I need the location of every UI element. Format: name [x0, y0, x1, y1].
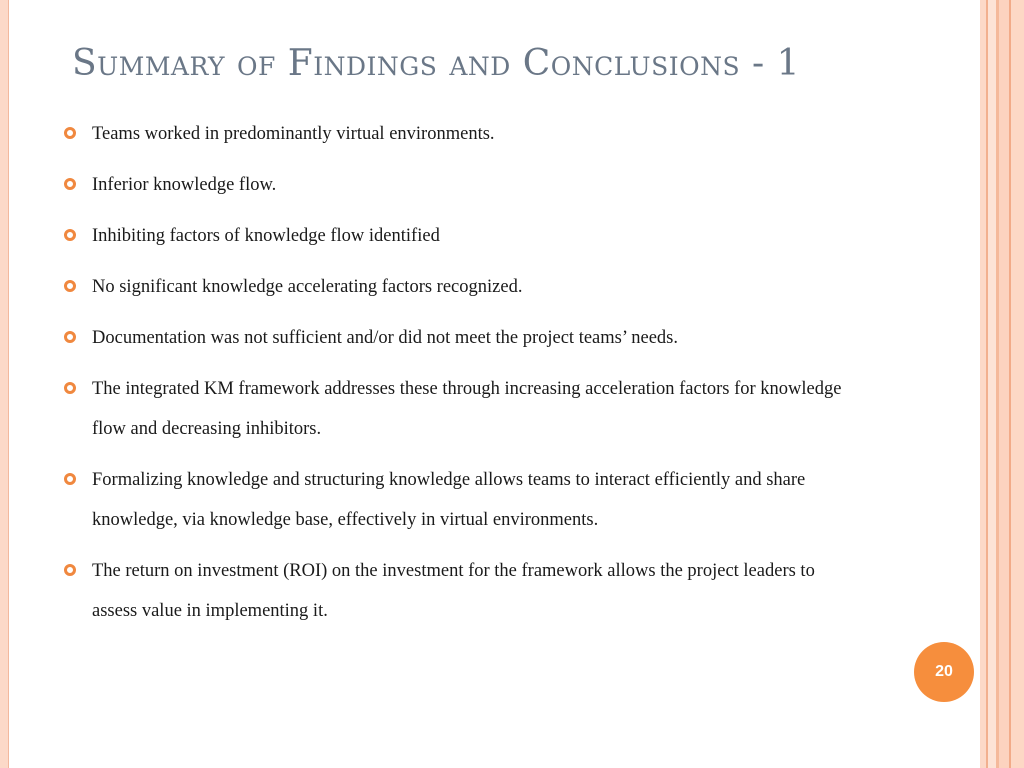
bullet-text: Inhibiting factors of knowledge flow identified [92, 226, 440, 246]
stripe [988, 0, 996, 768]
bullet-item [60, 114, 850, 154]
bullet-item [60, 267, 850, 307]
bullet-item [60, 318, 850, 358]
bullet-item [60, 369, 850, 449]
bullet-item [60, 551, 850, 631]
bullet-text: No significant knowledge accelerating factors recognized. [92, 277, 523, 297]
stripe [1011, 0, 1024, 768]
bullet-circle-icon [64, 382, 76, 394]
bullet-circle-icon [64, 127, 76, 139]
bullet-text: The return on investment (ROI) on the investment for the framework allows the project leaders to assess value in implementing it. [92, 561, 815, 621]
left-decorative-border [0, 0, 9, 768]
page-number-badge: 20 [914, 642, 974, 702]
bullet-text: Teams worked in predominantly virtual environments. [92, 124, 495, 144]
right-decorative-stripes [980, 0, 1024, 768]
bullet-text: Formalizing knowledge and structuring knowledge allows teams to interact efficiently and share knowledge, via knowledge base, effectively in virtual environments. [92, 470, 806, 530]
bullet-text: Documentation was not sufficient and/or did not meet the project teams’ needs. [92, 328, 679, 348]
bullet-item [60, 165, 850, 205]
bullet-item [60, 216, 850, 256]
bullet-circle-icon [64, 229, 76, 241]
bullet-circle-icon [64, 280, 76, 292]
bullet-item [60, 460, 850, 540]
bullet-text: The integrated KM framework addresses these through increasing acceleration factors for knowledge flow and decreasing inhibitors. [92, 379, 842, 439]
bullet-list [60, 114, 850, 642]
slide-title: Summary of Findings and Conclusions - 1 [72, 43, 801, 84]
bullet-circle-icon [64, 178, 76, 190]
bullet-text: Inferior knowledge flow. [92, 175, 277, 195]
bullet-circle-icon [64, 473, 76, 485]
stripe [999, 0, 1009, 768]
bullet-circle-icon [64, 564, 76, 576]
bullet-circle-icon [64, 331, 76, 343]
